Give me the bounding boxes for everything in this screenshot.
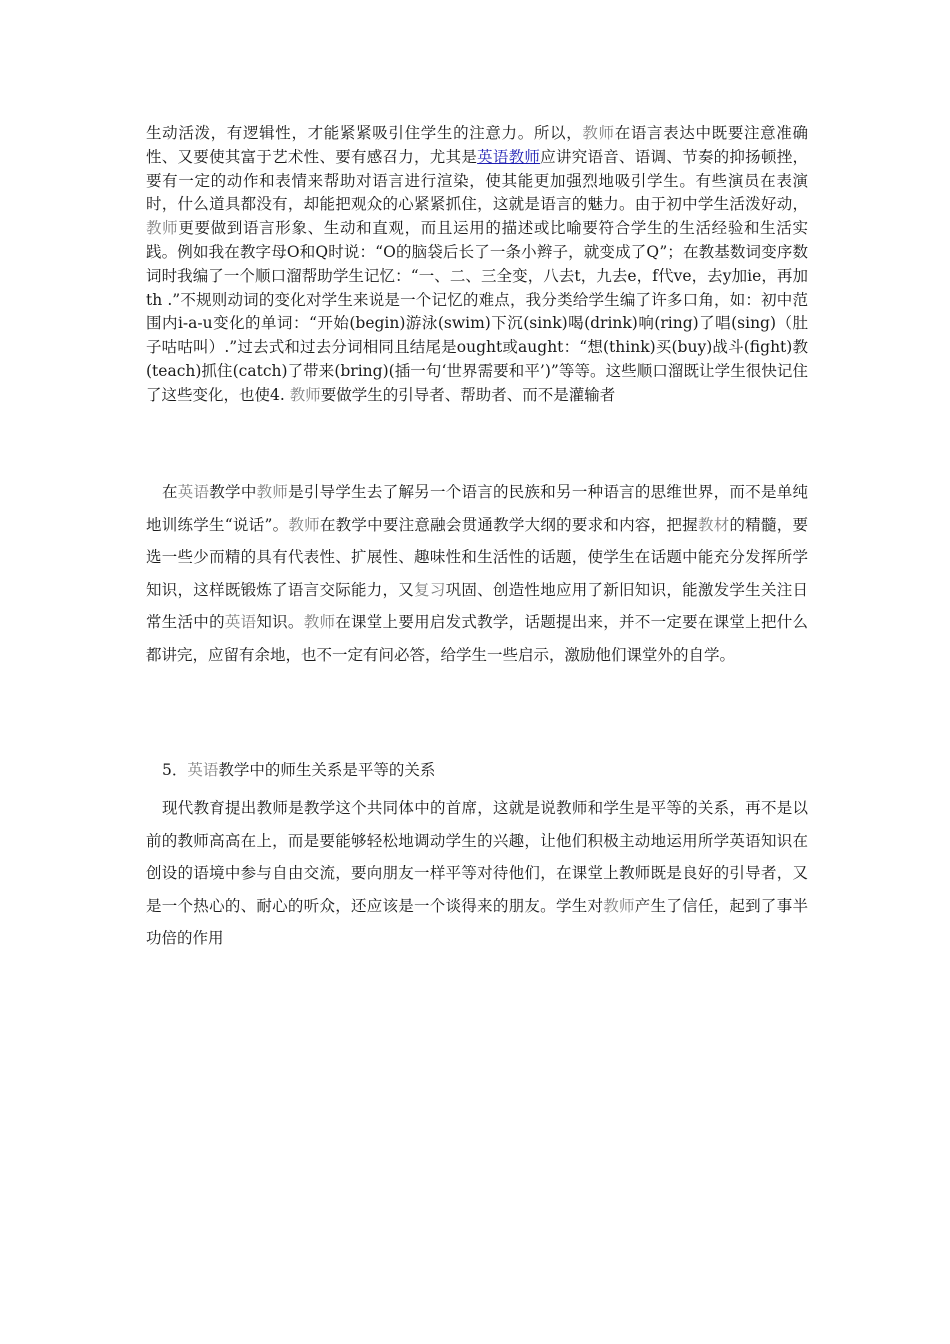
keyword-english: 英语 (177, 483, 210, 501)
text-segment: 知识。 (256, 613, 304, 631)
keyword-teacher: 教师 (603, 896, 635, 915)
keyword-teacher: 教师 (256, 483, 289, 501)
text-segment: 教学中 (209, 483, 257, 501)
text-segment: 更要做到语言形象、生动和直观，而且运用的描述或比喻要符合学生的生活经验和生活实践。例如我在教字母O和Q时说：“O的脑袋后长了一条小辫子，就变成了Q”；在教基数词变序数词时我编了一个顺口溜帮助学生记忆：“一、二、三全变，八去t，九去e，f代ve，去y加ie，再加th .”不规则动词的变化对学生来说是一个记忆的难点，我分类给学生编了许多口角，如：初中范围内i-a-u变化的单词：“开始(begin)游泳(swim)下沉(sink)喝(drink)响(ring)了唱(sing)（肚子咕咕叫）.”过去式和过去分词相同且结尾是ought或aught：“想(think)买(buy)战斗(fight)教(teach)抓住(catch)了带来(bring)(插一句‘世界需要和平’)”等等。这些顺口溜既让学生很快记住了这些变化，也使4. (146, 219, 808, 404)
paragraph-teacher-language (146, 122, 808, 408)
keyword-textbook: 教材 (697, 515, 730, 534)
text-segment: 巩固、创造性地应用了新旧知识，能激发学生关注日常生活中的 (146, 580, 808, 631)
text-segment: 要做学生的引导者、帮助者、而不是灌输者 (320, 385, 616, 404)
keyword-teacher: 教师 (146, 219, 179, 238)
keyword-english: 英语 (187, 761, 219, 779)
english-teacher-link[interactable]: 英语教师 (477, 147, 541, 166)
section-heading-5 (162, 757, 824, 783)
paragraph-teacher-guide (146, 476, 808, 671)
text-segment: 应讲究语音、语调、节奏的抑扬顿挫，要有一定的动作和表情来帮助对语言进行渲染，使其能更加强烈地吸引学生。有些演员在表演时，什么道具都没有，却能把观众的心紧紧抓住，这就是语言的魅力。由于初中学生活泼好动， (146, 147, 808, 214)
keyword-english: 英语 (224, 613, 257, 631)
text-segment: 生动活泼，有逻辑性，才能紧紧吸引住学生的注意力。所以， (146, 124, 583, 142)
paragraph-equal-relationship (146, 792, 808, 955)
keyword-teacher: 教师 (288, 515, 320, 534)
text-segment: 在课堂上要用启发式教学，话题提出来，并不一定要在课堂上把什么都讲完，应留有余地，也不一定有问必答，给学生一些启示，激励他们课堂外的自学。 (146, 613, 808, 664)
text-segment: 的精髓，要选一些少而精的具有代表性、扩展性、趣味性和生活性的话题，使学生在话题中能充分发挥所学知识，这样既锻炼了语言交际能力，又 (146, 515, 808, 599)
text-segment: 产生了信任，起到了事半功倍的作用 (146, 896, 808, 947)
keyword-review: 复习 (414, 580, 446, 599)
keyword-teacher: 教师 (303, 613, 336, 631)
text-segment: 在教学中要注意融会贯通教学大纲的要求和内容，把握 (319, 515, 698, 534)
text-segment: 是引导学生去了解另一个语言的民族和另一种语言的思维世界，而不是单纯地训练学生“说话”。 (146, 483, 808, 534)
section-title: 教学中的师生关系是平等的关系 (218, 761, 436, 779)
text-segment: 现代教育提出教师是教学这个共同体中的首席，这就是说教师和学生是平等的关系，再不是以前的教师高高在上，而是要能够轻松地调动学生的兴趣，让他们积极主动地运用所学英语知识在创设的语境中参与自由交流，要向朋友一样平等对待他们，在课堂上教师既是良好的引导者，又是一个热心的、耐心的听众，还应该是一个谈得来的朋友。学生对 (146, 799, 808, 915)
text-segment: 在语言表达中既要注意准确性、又要使其富于艺术性、要有感召力，尤其是 (146, 124, 808, 166)
keyword-teacher: 教师 (289, 385, 321, 404)
keyword-teacher: 教师 (582, 124, 615, 142)
section-number: 5． (162, 761, 188, 779)
text-segment: 在 (162, 483, 178, 501)
